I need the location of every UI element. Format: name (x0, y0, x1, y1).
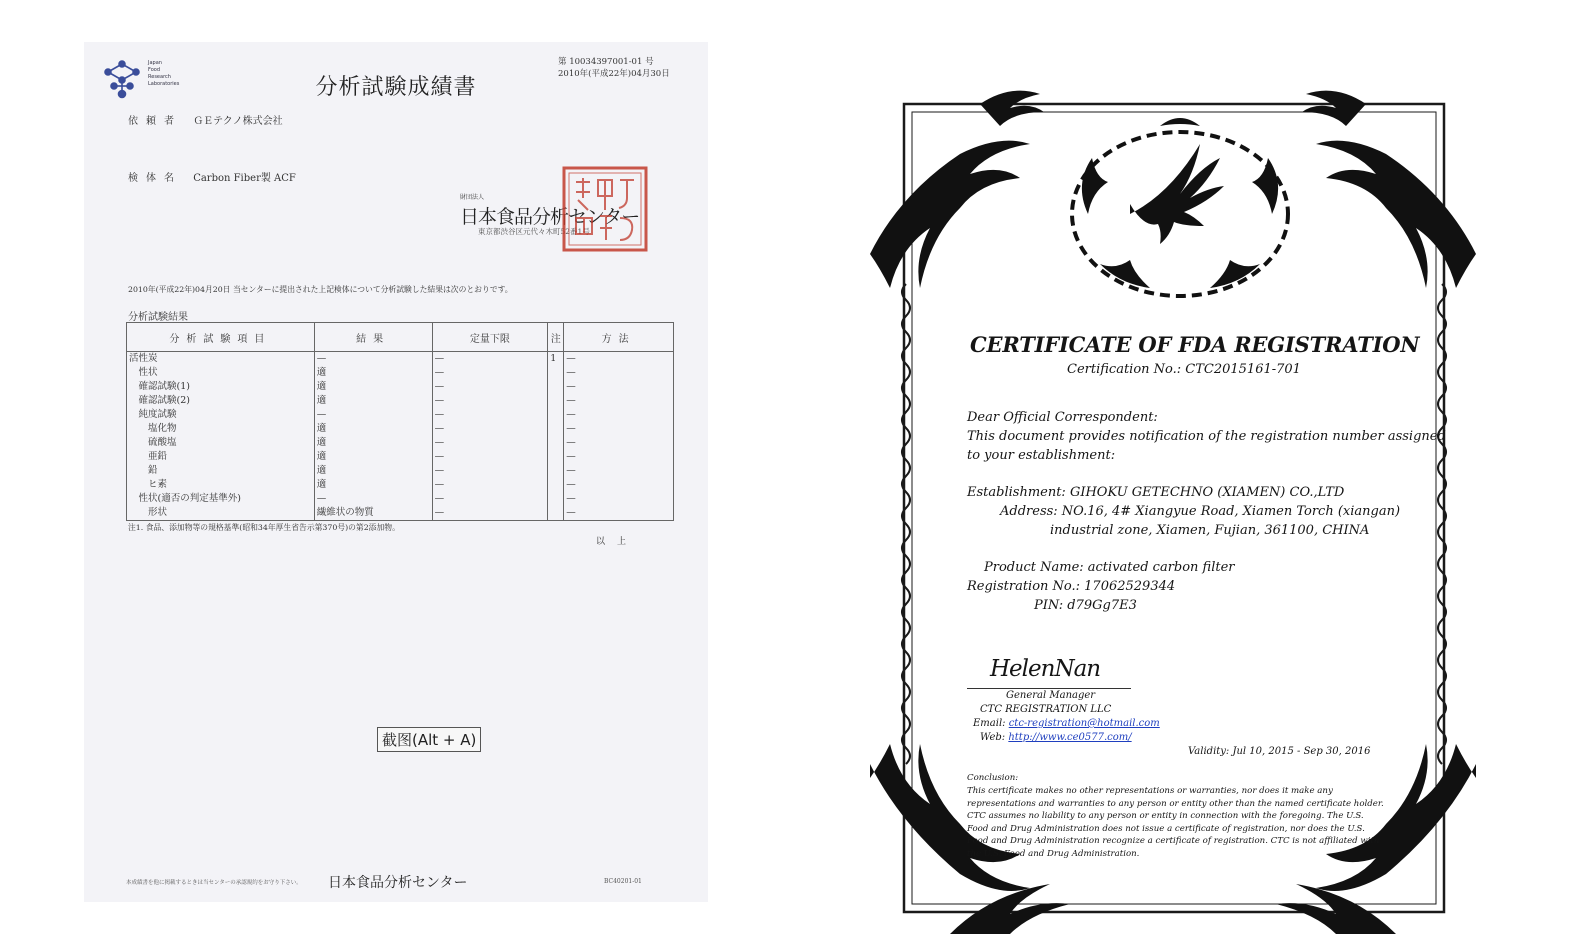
item-cell: 硫酸塩 (127, 436, 315, 450)
logo-line: Laboratories (148, 81, 180, 87)
registration-number: Registration No.: 17062529344 (967, 579, 1176, 594)
result-cell: 適 (314, 478, 432, 492)
cert-title: CERTIFICATE OF FDA REGISTRATION (970, 332, 1420, 357)
note-cell (548, 450, 564, 464)
pin: PIN: d79Gg7E3 (1034, 598, 1137, 613)
doc-date: 2010年(平成22年)04月30日 (558, 69, 670, 79)
signature: HelenNan (990, 656, 1101, 682)
result-cell: — (314, 352, 432, 367)
item-cell: 活性炭 (127, 352, 315, 367)
conclusion-label: Conclusion: (967, 773, 1019, 783)
note-cell (548, 478, 564, 492)
header-method: 方法 (564, 323, 674, 352)
report-title: 分析試験成績書 (315, 75, 477, 100)
limit-cell: — (432, 436, 548, 450)
result-cell: 適 (314, 450, 432, 464)
table-row (127, 492, 674, 506)
limit-cell: — (432, 408, 548, 422)
result-cell: 適 (314, 366, 432, 380)
limit-cell: — (432, 352, 548, 367)
result-cell: 適 (314, 380, 432, 394)
result-cell: 適 (314, 436, 432, 450)
logo-line: Food (148, 67, 160, 73)
item-cell: 亜鉛 (127, 450, 315, 464)
fda-certificate (860, 64, 1486, 946)
end-mark: 以上 (596, 537, 639, 547)
limit-cell: — (432, 380, 548, 394)
method-cell: — (564, 366, 674, 380)
limit-cell: — (432, 506, 548, 521)
item-cell: ヒ素 (127, 478, 315, 492)
sample-label: 検体名 (128, 173, 182, 184)
method-cell: — (564, 450, 674, 464)
item-cell: 確認試験(2) (127, 394, 315, 408)
address-line-1: Address: NO.16, 4# Xiangyue Road, Xiamen Torch (xiangan) (1000, 504, 1401, 519)
email-row (973, 718, 1160, 729)
note-cell (548, 492, 564, 506)
footer-org: 日本食品分析センター (328, 875, 468, 891)
org-address: 東京都渋谷区元代々木町52番1号 (478, 227, 590, 236)
sample-row (128, 169, 296, 184)
table-header-row (127, 323, 674, 352)
note-cell (548, 394, 564, 408)
address-line-2: industrial zone, Xiamen, Fujian, 361100, CHINA (1050, 523, 1370, 538)
note-cell (548, 422, 564, 436)
note-cell (548, 436, 564, 450)
logo-line: Japan (148, 60, 162, 66)
email-link[interactable]: ctc-registration@hotmail.com (1008, 718, 1160, 729)
notice-line-2: to your establishment: (967, 448, 1116, 463)
table-row (127, 408, 674, 422)
result-cell: 繊維状の物質 (314, 506, 432, 521)
item-cell: 純度試験 (127, 408, 315, 422)
table-row (127, 394, 674, 408)
table-row (127, 422, 674, 436)
note-cell (548, 506, 564, 521)
results-heading: 分析試験結果 (128, 312, 188, 323)
method-cell: — (564, 408, 674, 422)
table-row (127, 464, 674, 478)
item-cell: 性状 (127, 366, 315, 380)
header-limit: 定量下限 (432, 323, 548, 352)
email-label: Email: (973, 718, 1006, 729)
header-result: 結果 (314, 323, 432, 352)
item-cell: 鉛 (127, 464, 315, 478)
limit-cell: — (432, 422, 548, 436)
requester-row (128, 112, 283, 127)
footer-notice: 本成績書を他に掲載するときは当センターの承認規約をお守り下さい。 (126, 880, 302, 886)
conclusion-text: This certificate makes no other representations or warranties, nor does it make any representations and warranties to any person or entity other than the named certificate holder. CTC assumes no liability to any person or entity in connection with the foregoing. The U.S. Food and Drug Administration does not issue a certificate of registration, nor does the U.S. Food and Drug Administration recognize a certificate of registration. CTC is not affiliated with the U.S. Food and Drug Administration. (967, 786, 1384, 859)
limit-cell: — (432, 492, 548, 506)
method-cell: — (564, 352, 674, 367)
item-cell: 確認試験(1) (127, 380, 315, 394)
web-label: Web: (980, 732, 1006, 743)
results-table (126, 322, 674, 521)
header-item: 分析試験項目 (127, 323, 315, 352)
item-cell: 塩化物 (127, 422, 315, 436)
note-cell (548, 380, 564, 394)
method-cell: — (564, 394, 674, 408)
cert-number: Certification No.: CTC2015161-701 (1067, 362, 1301, 377)
salutation: Dear Official Correspondent: (967, 410, 1158, 425)
table-row (127, 436, 674, 450)
sample-value: Carbon Fiber製 ACF (193, 173, 296, 184)
result-cell: — (314, 492, 432, 506)
method-cell: — (564, 492, 674, 506)
limit-cell: — (432, 478, 548, 492)
result-cell: — (314, 408, 432, 422)
limit-cell: — (432, 394, 548, 408)
item-cell: 形状 (127, 506, 315, 521)
doc-number-block (558, 56, 670, 80)
note-cell (548, 408, 564, 422)
footer-code: BC40201-01 (604, 878, 642, 885)
requester-value: ＧＥテクノ株式会社 (193, 116, 283, 127)
requester-label: 依頼者 (128, 116, 182, 127)
signature-line (967, 688, 1131, 689)
table-row (127, 506, 674, 521)
company-name: CTC REGISTRATION LLC (980, 704, 1112, 715)
notice-line-1: This document provides notification of the registration number assigned (967, 429, 1446, 444)
method-cell: — (564, 506, 674, 521)
result-cell: 適 (314, 422, 432, 436)
screenshot-tooltip: 截图(Alt + A) (377, 727, 481, 752)
org-name: 日本食品分析センター (460, 206, 640, 228)
doc-number: 第 10034397001-01 号 (558, 57, 654, 67)
method-cell: — (564, 478, 674, 492)
table-row (127, 478, 674, 492)
item-cell: 性状(適否の判定基準外) (127, 492, 315, 506)
footnote: 注1. 食品、添加物等の規格基準(昭和34年厚生省告示第370号)の第2添加物。 (128, 523, 400, 532)
note-cell (548, 366, 564, 380)
intro-text: 2010年(平成22年)04月20日 当センターに提出された上記検体について分析試験した結果は次のとおりです。 (128, 285, 513, 294)
table-row (127, 352, 674, 367)
table-row (127, 450, 674, 464)
logo-line: Research (148, 74, 171, 80)
method-cell: — (564, 380, 674, 394)
validity: Validity: Jul 10, 2015 - Sep 30, 2016 (1188, 746, 1371, 757)
web-link[interactable]: http://www.ce0577.com/ (1008, 732, 1132, 743)
limit-cell: — (432, 450, 548, 464)
limit-cell: — (432, 464, 548, 478)
jp-analysis-report (84, 42, 708, 902)
header-note: 注 (548, 323, 564, 352)
org-small-label: 財団法人 (460, 194, 485, 201)
result-cell: 適 (314, 464, 432, 478)
method-cell: — (564, 436, 674, 450)
method-cell: — (564, 464, 674, 478)
result-cell: 適 (314, 394, 432, 408)
signer-title: General Manager (1006, 690, 1096, 701)
note-cell (548, 464, 564, 478)
limit-cell: — (432, 366, 548, 380)
table-row (127, 380, 674, 394)
method-cell: — (564, 422, 674, 436)
table-row (127, 366, 674, 380)
red-seal-stamp-icon (562, 166, 648, 252)
establishment: Establishment: GIHOKU GETECHNO (XIAMEN) CO.,LTD (967, 485, 1345, 500)
web-row (980, 732, 1132, 743)
product-name: Product Name: activated carbon filter (984, 560, 1235, 575)
note-cell: 1 (548, 352, 564, 367)
